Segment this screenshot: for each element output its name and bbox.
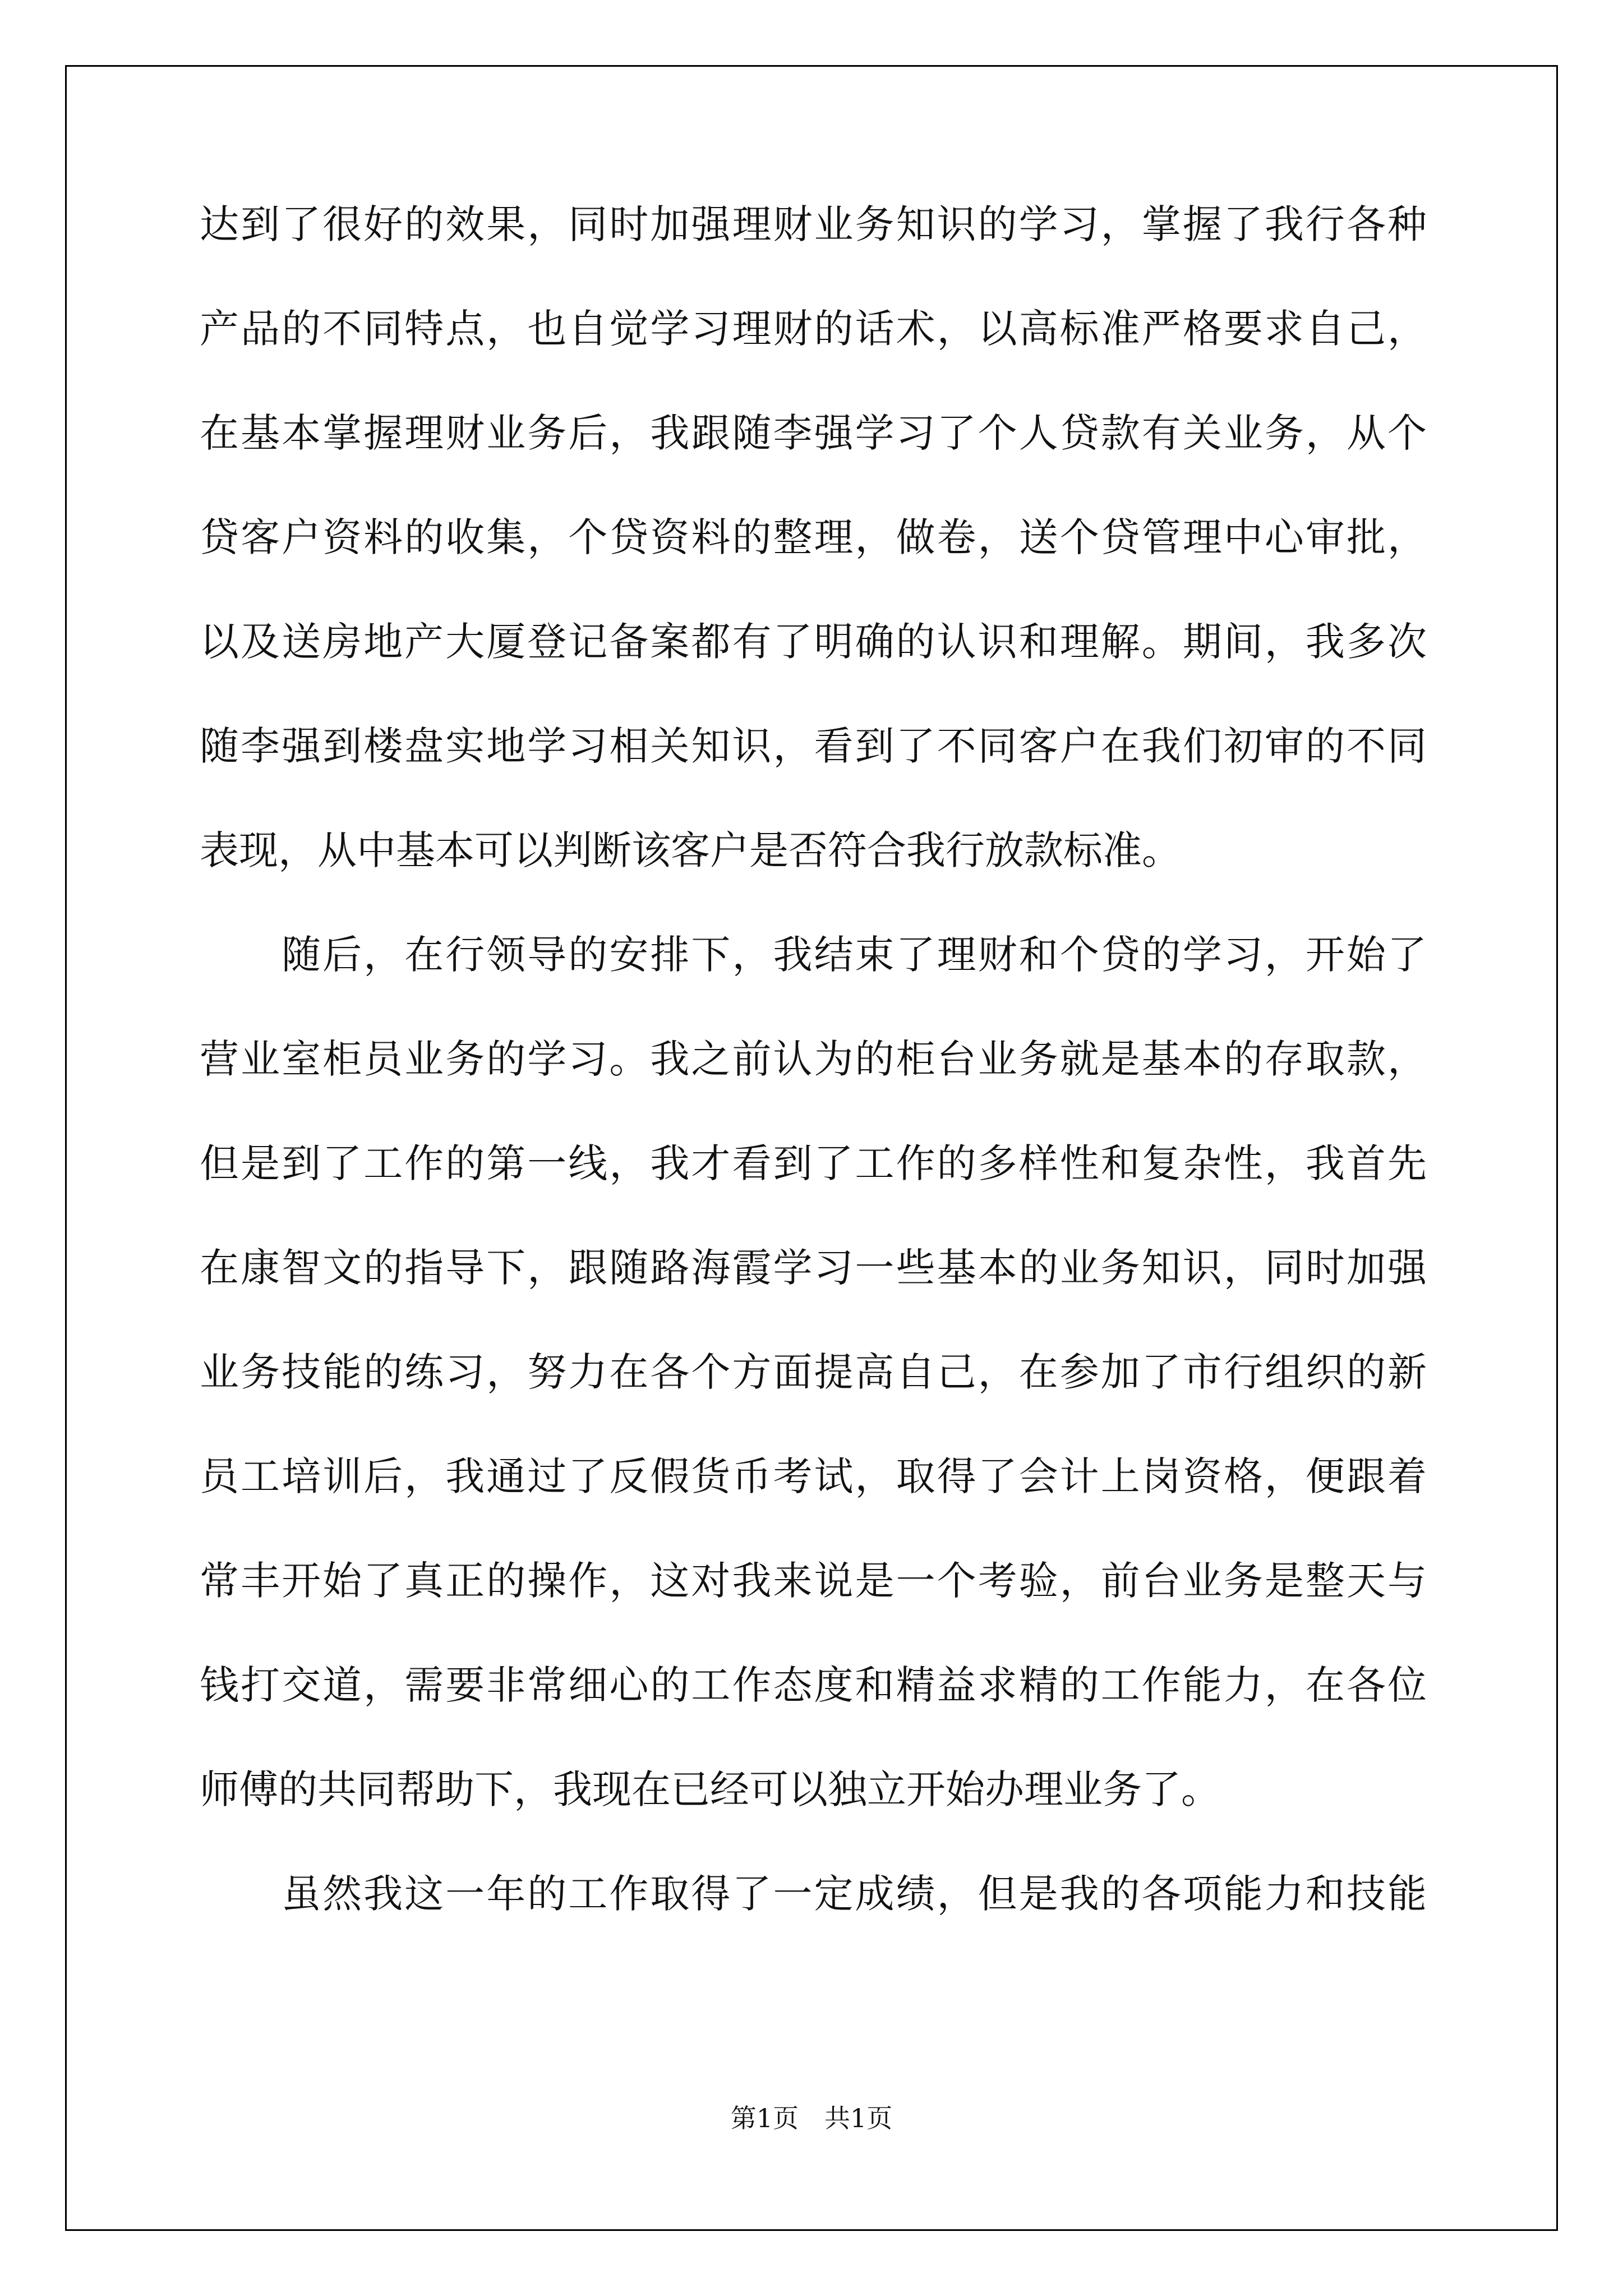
text-line: 营业室柜员业务的学习。我之前认为的柜台业务就是基本的存取款， — [200, 1036, 1427, 1082]
text-line: 虽然我这一年的工作取得了一定成绩，但是我的各项能力和技能 — [200, 1871, 1427, 1917]
text-line: 在康智文的指导下，跟随路海霞学习一些基本的业务知识，同时加强 — [200, 1245, 1427, 1291]
text-line: 常丰开始了真正的操作，这对我来说是一个考验，前台业务是整天与 — [200, 1558, 1427, 1604]
text-line: 业务技能的练习，努力在各个方面提高自己，在参加了市行组织的新 — [200, 1349, 1427, 1395]
text-line: 在基本掌握理财业务后，我跟随李强学习了个人贷款有关业务，从个 — [200, 410, 1427, 456]
text-line: 达到了很好的效果，同时加强理财业务知识的学习，掌握了我行各种 — [200, 201, 1427, 247]
text-line: 师傅的共同帮助下，我现在已经可以独立开始办理业务了。 — [200, 1766, 1220, 1812]
text-line: 随后，在行领导的安排下，我结束了理财和个贷的学习，开始了 — [200, 932, 1427, 978]
text-line: 员工培训后，我通过了反假货币考试，取得了会计上岗资格，便跟着 — [200, 1453, 1427, 1499]
text-line: 以及送房地产大厦登记备案都有了明确的认识和理解。期间，我多次 — [200, 619, 1427, 665]
text-line: 但是到了工作的第一线，我才看到了工作的多样性和复杂性，我首先 — [200, 1140, 1427, 1186]
text-line: 钱打交道，需要非常细心的工作态度和精益求精的工作能力，在各位 — [200, 1662, 1427, 1708]
text-line: 产品的不同特点，也自觉学习理财的话术，以高标准严格要求自己， — [200, 306, 1427, 352]
text-line: 表现，从中基本可以判断该客户是否符合我行放款标准。 — [200, 827, 1181, 873]
text-line: 随李强到楼盘实地学习相关知识，看到了不同客户在我们初审的不同 — [200, 723, 1427, 769]
page-footer: 第1页 共1页 — [730, 2103, 893, 2133]
text-line: 贷客户资料的收集，个贷资料的整理，做卷，送个贷管理中心审批， — [200, 514, 1427, 560]
